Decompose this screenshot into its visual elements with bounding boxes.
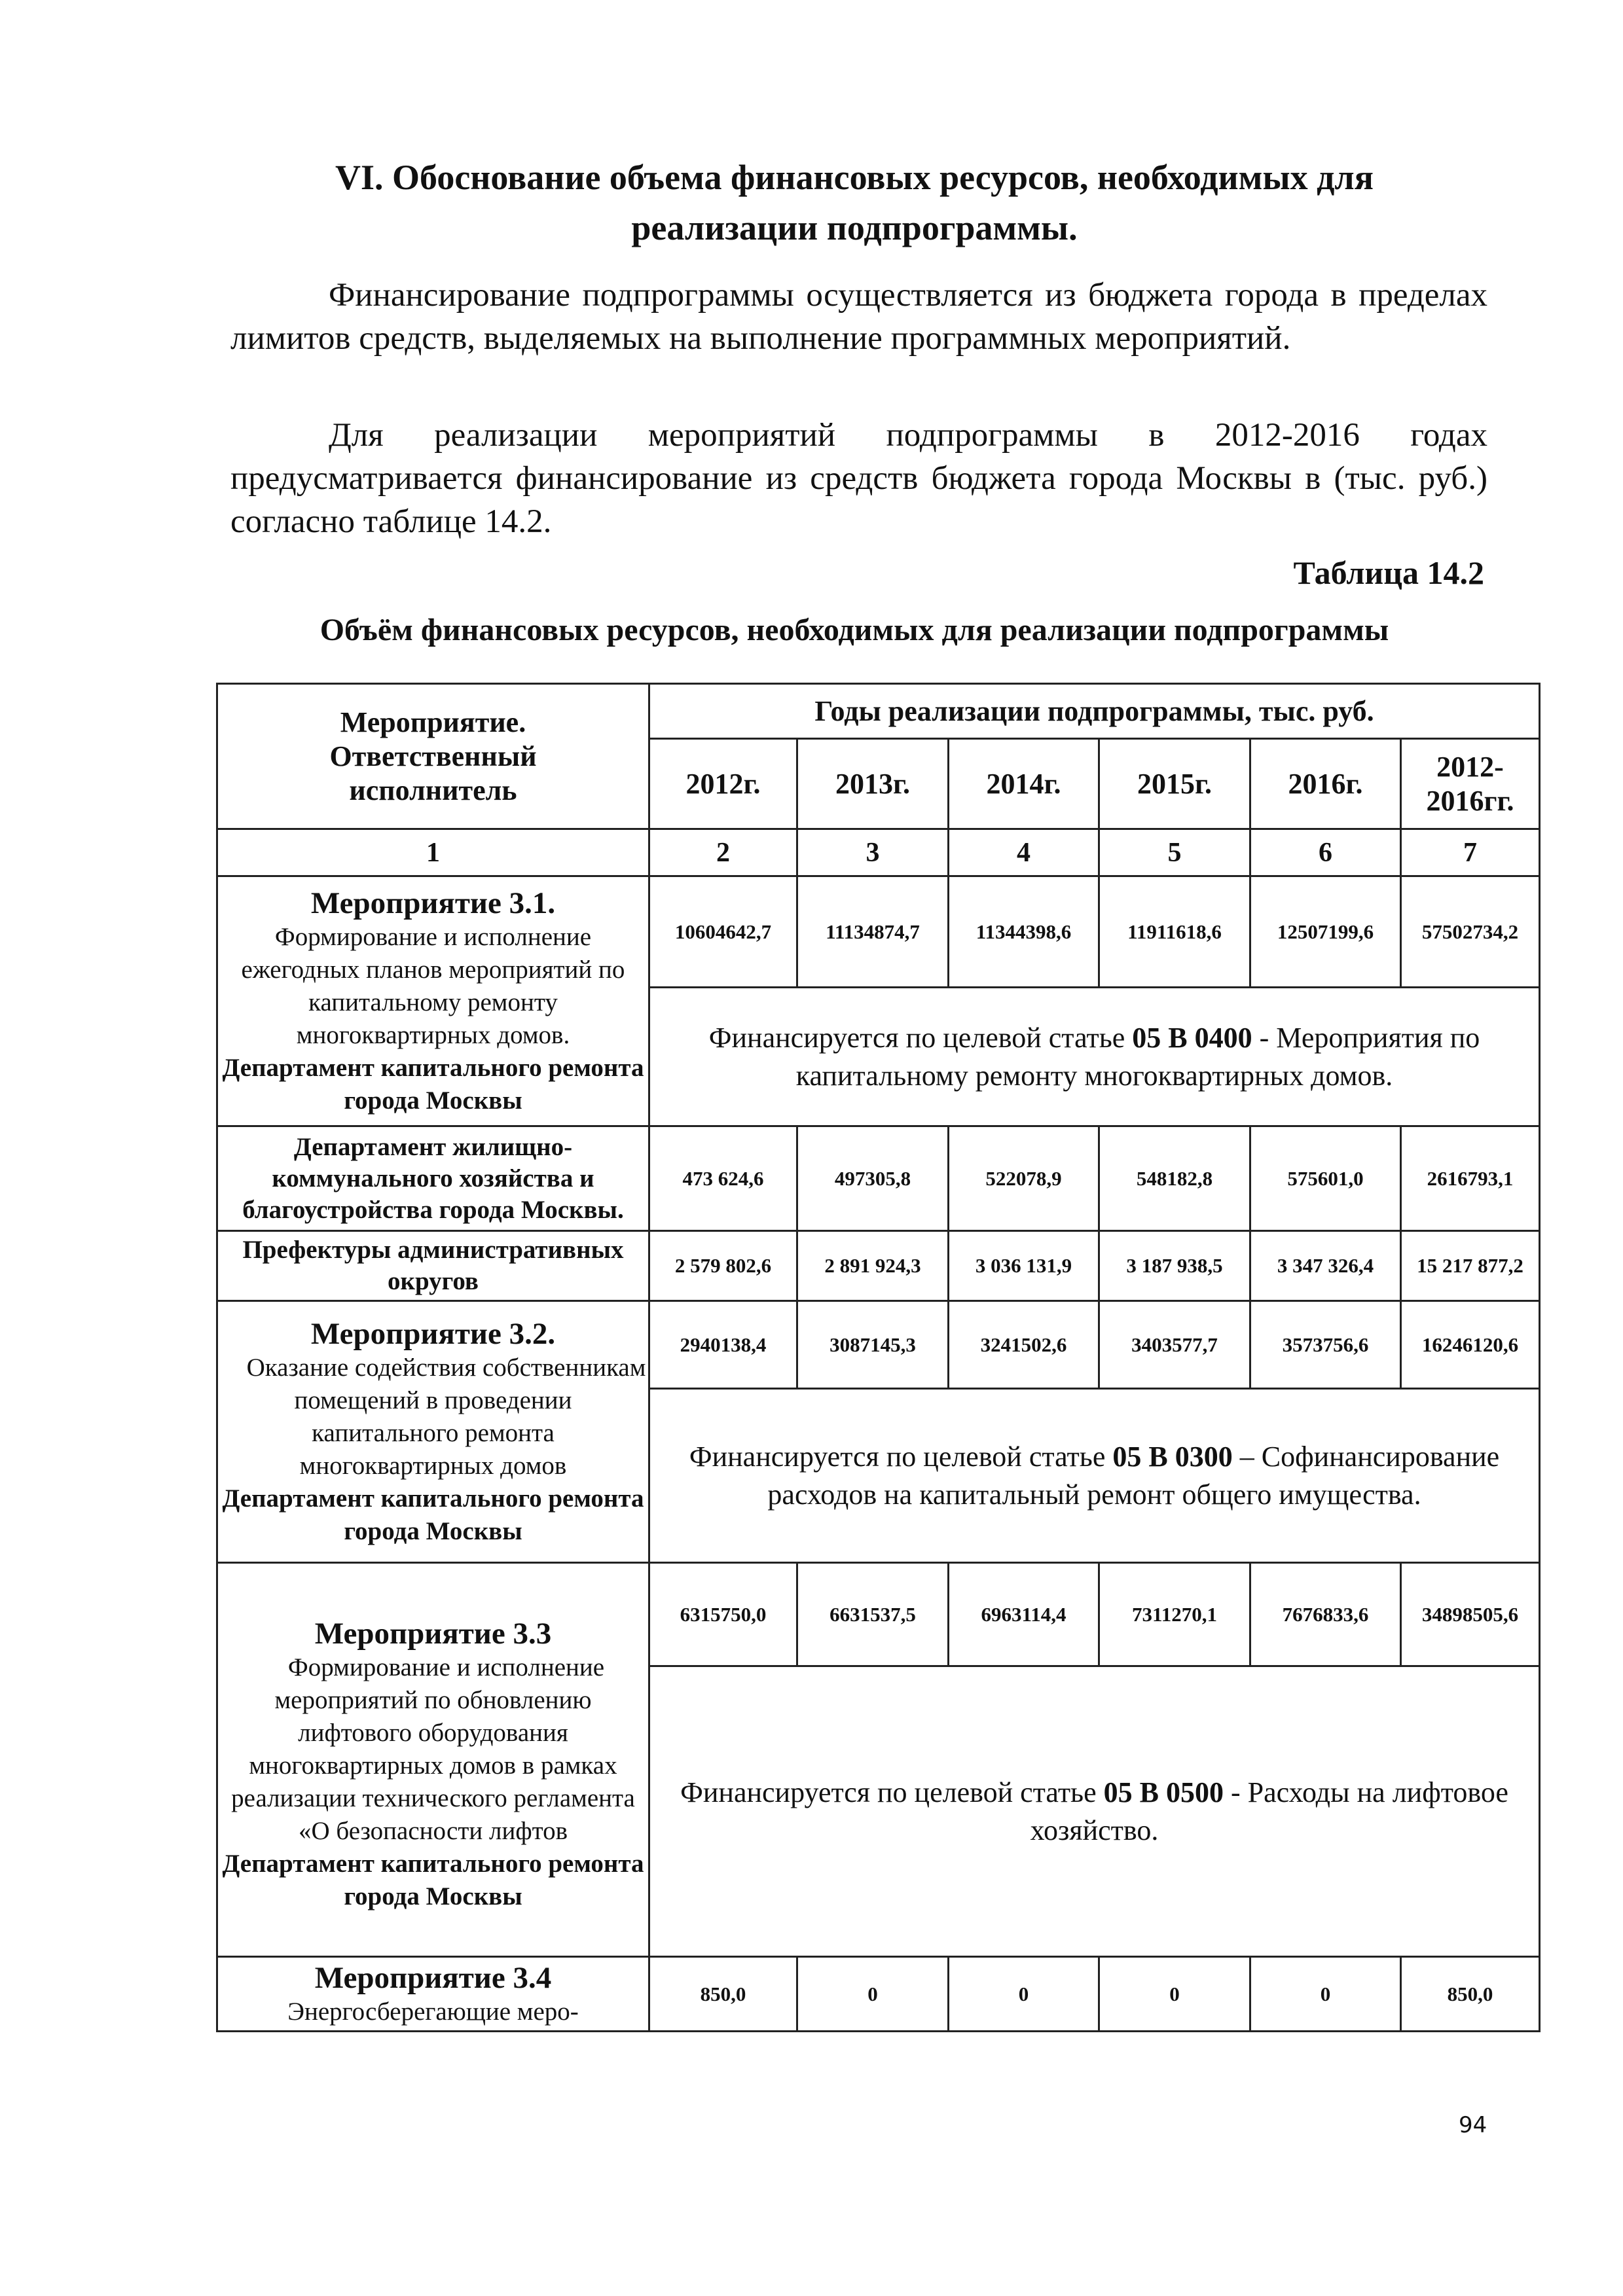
value-cell: 3241502,6	[949, 1301, 1099, 1389]
value-cell: 0	[797, 1957, 949, 2032]
activity-3-2-dept: Департамент капитального ремонта города Москвы	[222, 1484, 644, 1545]
value-cell: 3 187 938,5	[1099, 1231, 1250, 1301]
value-cell: 850,0	[1401, 1957, 1540, 2032]
column-number: 7	[1401, 829, 1540, 876]
value-cell: 11911618,6	[1099, 876, 1250, 988]
paragraph-financing-plan: Для реализации мероприятий подпрограммы в 2012-2016 годах предусматривается финансирование из средств бюджета города Москвы в (тыс. руб.) согласно таблице 14.2.	[230, 417, 1487, 540]
section-heading-line1: VI. Обоснование объема финансовых ресурсов, необходимых для	[335, 158, 1374, 197]
column-number: 3	[797, 829, 949, 876]
activity-3-4-text: Энергосберегающие меро-	[287, 1997, 579, 2026]
activity-3-4-title: Мероприятие 3.4	[314, 1960, 552, 1995]
activity-3-1-description	[217, 876, 649, 1126]
table-label: Таблица 14.2	[1293, 554, 1484, 591]
activity-3-2-text: Оказание содействия собственникам помещений в проведении капитального ремонта многоквартирных домов	[246, 1353, 646, 1480]
value-cell: 2940138,4	[649, 1301, 797, 1389]
value-cell: 2 579 802,6	[649, 1231, 797, 1301]
financing-code: 05 В 0500	[1103, 1776, 1224, 1808]
value-cell: 2616793,1	[1401, 1126, 1540, 1231]
prefectures-row	[217, 1231, 1540, 1301]
value-cell: 3573756,6	[1250, 1301, 1401, 1389]
value-cell: 522078,9	[949, 1126, 1099, 1231]
value-cell: 0	[1099, 1957, 1250, 2032]
header-year-2012: 2012г.	[649, 739, 797, 829]
header-year-2013: 2013г.	[797, 739, 949, 829]
column-numbers-row	[217, 829, 1540, 876]
value-cell: 6315750,0	[649, 1563, 797, 1666]
value-cell: 3 036 131,9	[949, 1231, 1099, 1301]
activity-3-1-title: Мероприятие 3.1.	[310, 886, 556, 920]
financing-suffix: - Мероприятия по капитальному ремонту многоквартирных домов.	[795, 1021, 1480, 1092]
value-cell: 11344398,6	[949, 876, 1099, 988]
financing-table	[216, 683, 1541, 2032]
activity-3-1-financing-note	[649, 988, 1540, 1126]
value-cell: 57502734,2	[1401, 876, 1540, 988]
value-cell: 6631537,5	[797, 1563, 949, 1666]
prefectures-name: Префектуры административных округов	[217, 1231, 649, 1301]
activity-3-3-text: Формирование и исполнение мероприятий по обновлению лифтового оборудования многоквартирных домов в рамках реализации технического регламента «О безопасности лифтов	[231, 1653, 635, 1845]
activity-3-3-description	[217, 1563, 649, 1957]
value-cell: 11134874,7	[797, 876, 949, 988]
header-year-2016: 2016г.	[1250, 739, 1401, 829]
table-title: Объём финансовых ресурсов, необходимых для реализации подпрограммы	[319, 613, 1389, 647]
financing-code: 05 В 0400	[1132, 1021, 1252, 1054]
dept-housing-name: Департамент жилищно-коммунального хозяйства и благоустройства города Москвы.	[217, 1126, 649, 1231]
activity-3-2-title: Мероприятие 3.2.	[310, 1316, 556, 1351]
activity-3-2-values-row	[217, 1301, 1540, 1389]
value-cell: 3403577,7	[1099, 1301, 1250, 1389]
section-heading-line2: реализации подпрограммы.	[631, 208, 1078, 247]
activity-3-3-title: Мероприятие 3.3	[314, 1616, 552, 1651]
activity-3-3-values-row	[217, 1563, 1540, 1666]
column-number: 6	[1250, 829, 1401, 876]
financing-prefix: Финансируется по целевой статье	[708, 1021, 1133, 1054]
activity-3-2-financing-note	[649, 1389, 1540, 1563]
column-number: 5	[1099, 829, 1250, 876]
value-cell: 34898505,6	[1401, 1563, 1540, 1666]
section-heading	[216, 152, 1493, 253]
financing-suffix: – Софинансирование расходов на капитальный ремонт общего имущества.	[767, 1440, 1500, 1511]
value-cell: 850,0	[649, 1957, 797, 2032]
value-cell: 10604642,7	[649, 876, 797, 988]
value-cell: 16246120,6	[1401, 1301, 1540, 1389]
header-year-2015: 2015г.	[1099, 739, 1250, 829]
value-cell: 3087145,3	[797, 1301, 949, 1389]
activity-3-3-dept: Департамент капитального ремонта города Москвы	[222, 1849, 644, 1910]
value-cell: 6963114,4	[949, 1563, 1099, 1666]
value-cell: 7311270,1	[1099, 1563, 1250, 1666]
value-cell: 473 624,6	[649, 1126, 797, 1231]
financing-suffix: - Расходы на лифтовое хозяйство.	[1030, 1776, 1508, 1846]
value-cell: 575601,0	[1250, 1126, 1401, 1231]
column-number: 4	[949, 829, 1099, 876]
header-years-group: Годы реализации подпрограммы, тыс. руб.	[649, 684, 1540, 739]
activity-3-1-text: Формирование и исполнение ежегодных планов мероприятий по капитальному ремонту многоквартирных домов.	[241, 922, 625, 1049]
value-cell: 548182,8	[1099, 1126, 1250, 1231]
value-cell: 7676833,6	[1250, 1563, 1401, 1666]
activity-3-2-description	[217, 1301, 649, 1563]
value-cell: 0	[949, 1957, 1099, 2032]
activity-3-1-dept: Департамент капитального ремонта города Москвы	[222, 1053, 644, 1115]
activity-3-1-values-row	[217, 876, 1540, 988]
header-year-2014: 2014г.	[949, 739, 1099, 829]
activity-3-4-description	[217, 1957, 649, 2032]
header-year-total: 2012-2016гг.	[1401, 739, 1540, 829]
financing-prefix: Финансируется по целевой статье	[689, 1440, 1113, 1473]
financing-code: 05 В 0300	[1112, 1440, 1233, 1473]
value-cell: 15 217 877,2	[1401, 1231, 1540, 1301]
value-cell: 12507199,6	[1250, 876, 1401, 988]
column-number: 2	[649, 829, 797, 876]
dept-housing-row	[217, 1126, 1540, 1231]
value-cell: 497305,8	[797, 1126, 949, 1231]
page-number: 94	[1459, 2112, 1487, 2138]
header-row-1	[217, 684, 1540, 739]
activity-3-4-values-row	[217, 1957, 1540, 2032]
value-cell: 0	[1250, 1957, 1401, 2032]
financing-prefix: Финансируется по целевой статье	[680, 1776, 1104, 1808]
column-number: 1	[217, 829, 649, 876]
value-cell: 3 347 326,4	[1250, 1231, 1401, 1301]
header-activity: Мероприятие. Ответственный исполнитель	[217, 684, 649, 829]
paragraph-financing-source: Финансирование подпрограммы осуществляется из бюджета города в пределах лимитов средств, выделяемых на выполнение программных мероприятий.	[230, 277, 1487, 357]
activity-3-3-financing-note	[649, 1666, 1540, 1957]
value-cell: 2 891 924,3	[797, 1231, 949, 1301]
